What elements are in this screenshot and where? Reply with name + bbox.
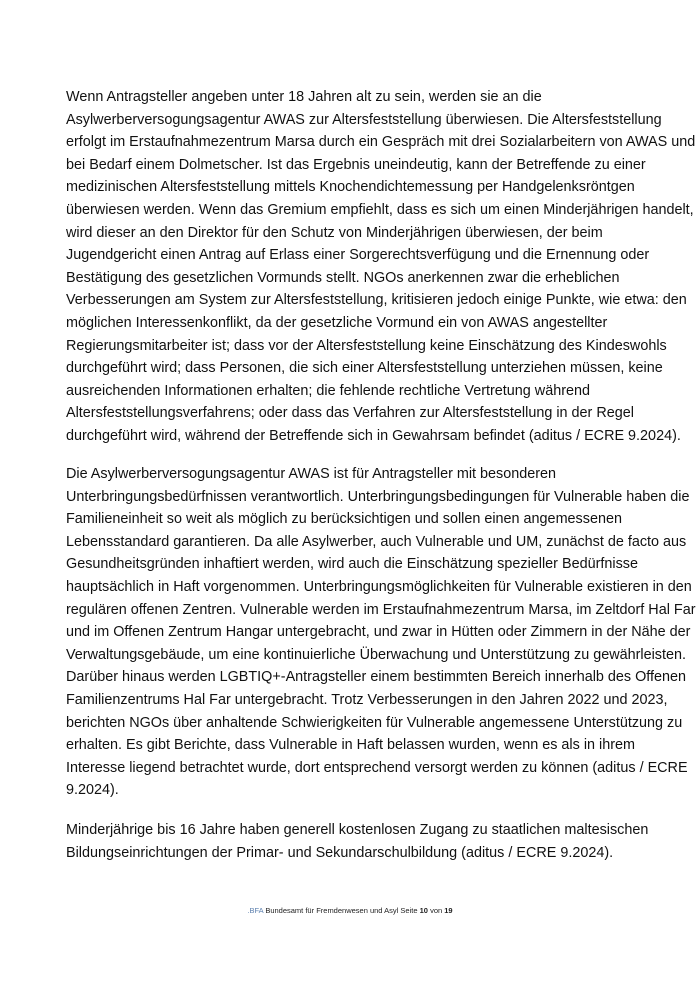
text-line: Darüber hinaus werden LGBTIQ+-Antragsteller einem bestimmten Bereich innerhalb des Offenen — [66, 669, 687, 686]
text-line: Verwaltungsgebäude, um eine kontinuierliche Überwachung und Unterstützung zu gewährleisten. — [66, 646, 686, 663]
footer-logo: .BFA — [247, 906, 264, 915]
footer-org: Bundesamt für Fremdenwesen und Asyl — [265, 906, 399, 915]
footer-of-label: von — [430, 906, 443, 915]
text-line: hauptsächlich in Haft vorgenommen. Unterbringungsmöglichkeiten für Vulnerable existieren in den — [66, 578, 692, 595]
text-line: durchgeführt wird; dass Personen, die sich einer Altersfeststellung unterziehen müssen, keine — [66, 360, 663, 377]
text-line: Die Asylwerberversogungsagentur AWAS ist für Antragsteller mit besonderen — [66, 466, 557, 482]
text-line: Gesundheitsgründen inhaftiert werden, wird auch die Einschätzung spezieller Bedürfnisse — [66, 556, 638, 573]
text-line: Verbesserungen am System zur Altersfeststellung, kritisieren jedoch einige Punkte, wie etwa: den — [66, 292, 687, 309]
footer-page-label: Seite — [400, 906, 418, 915]
text-line: Wenn Antragsteller angeben unter 18 Jahren alt zu sein, werden sie an die — [66, 89, 542, 105]
text-line: 9.2024). — [66, 782, 119, 799]
text-line: Familieneinheit so weit als möglich zu berücksichtigen und sollen einen angemessenen — [66, 511, 622, 528]
text-line: Asylwerberversogungsagentur AWAS zur Altersfeststellung überwiesen. Die Altersfeststellung — [66, 111, 662, 128]
text-line: Unterbringungsbedürfnissen verantwortlich. Unterbringungsbedingungen für Vulnerable haben die — [66, 488, 690, 505]
page-footer — [0, 906, 700, 915]
text-line: Jugendgericht einen Antrag auf Erlass einer Sorgerechtsverfügung und die Ernennung oder — [66, 247, 650, 264]
text-line: berichten NGOs über anhaltende Schwierigkeiten für Vulnerable angemessene Unterstützung zu — [66, 714, 683, 731]
text-line: Familienzentrums Hal Far untergebracht. Trotz Verbesserungen in den Jahren 2022 und 2023, — [66, 691, 668, 708]
text-line: möglichen Interessenkonflikt, da der gesetzliche Vormund ein von AWAS angestellter — [66, 314, 608, 331]
text-line: Altersfeststellungsverfahrens; oder dass das Verfahren zur Altersfeststellung in der Regel — [66, 405, 634, 422]
text-line: erfolgt im Erstaufnahmezentrum Marsa durch ein Gespräch mit drei Sozialarbeitern von AWAS und — [66, 134, 696, 151]
text-line: erhalten. Es gibt Berichte, dass Vulnerable in Haft belassen wurden, wenn es als in ihrem — [66, 737, 636, 754]
text-line: ausreichenden Informationen erhalten; die fehlende rechtliche Vertretung während — [66, 382, 591, 399]
text-line: bei Bedarf einem Dolmetscher. Ist das Ergebnis uneindeutig, kann der Betreffende zu einer — [66, 156, 646, 173]
text-line: Interesse liegend betrachtet wurde, dort entsprechend versorgt werden zu können (aditus / ECRE — [66, 759, 688, 776]
paragraph-vulnerable-accommodation — [66, 463, 696, 802]
text-line: durchgeführt wird, während der Betreffende sich in Gewahrsam befindet (aditus / ECRE 9.2024). — [66, 427, 681, 444]
text-line: regulären offenen Zentren. Vulnerable werden im Erstaufnahmezentrum Marsa, im Zeltdorf Hal Far — [66, 601, 696, 618]
text-line: Regierungsmitarbeiter ist; dass vor der Altersfeststellung keine Einschätzung des Kindeswohls — [66, 337, 667, 354]
text-line: wird dieser an den Direktor für den Schutz von Minderjährigen überwiesen, der beim — [66, 224, 603, 241]
text-line: und im Offenen Zentrum Hangar untergebracht, und zwar in Hütten oder Zimmern in der Nähe der — [66, 624, 691, 641]
text-line: medizinischen Altersfeststellung mittels Knochendichtemessung per Handgelenksröntgen — [66, 179, 635, 196]
text-line: überwiesen werden. Wenn das Gremium empfiehlt, dass es sich um einen Minderjährigen handelt, — [66, 201, 694, 218]
paragraph-education — [66, 819, 666, 864]
footer-page-total: 19 — [444, 906, 453, 915]
paragraph-age-assessment — [66, 86, 696, 448]
footer-page-number: 10 — [419, 906, 428, 915]
text-line: Minderjährige bis 16 Jahre haben generell kostenlosen Zugang zu staatlichen maltesischen — [66, 822, 649, 838]
text-line: Bildungseinrichtungen der Primar- und Sekundarschulbildung (aditus / ECRE 9.2024). — [66, 844, 614, 861]
text-line: Lebensstandard garantieren. Da alle Asylwerber, auch Vulnerable und UM, zunächst de facto aus — [66, 533, 687, 550]
text-line: Bestätigung des gesetzlichen Vormunds stellt. NGOs anerkennen zwar die erheblichen — [66, 269, 620, 286]
